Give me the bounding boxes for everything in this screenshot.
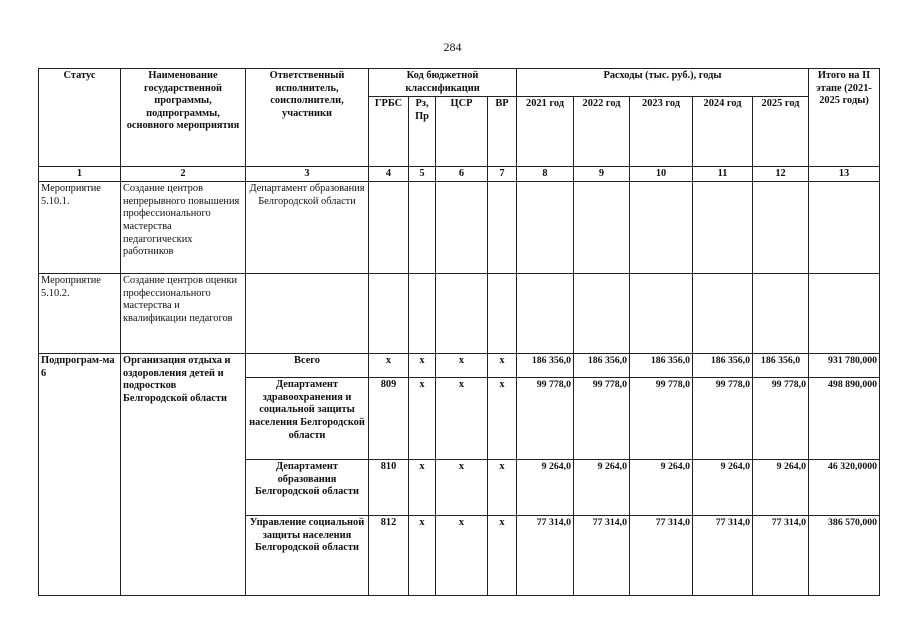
row-status: Мероприятие 5.10.1. [39,182,121,274]
line-vr: х [488,354,517,378]
line-executor: Всего [246,354,369,378]
header-y2022: 2022 год [574,97,630,167]
line-y2022: 99 778,0 [574,378,630,460]
table-row [39,274,880,354]
header-y2024: 2024 год [693,97,753,167]
header-name: Наименование государственной программы, подпрограммы, основного мероприятия [121,69,246,167]
column-number: 7 [488,167,517,182]
line-y2022: 77 314,0 [574,516,630,596]
row-status: Мероприятие 5.10.2. [39,274,121,354]
line-y2025: 77 314,0 [753,516,809,596]
line-y2023: 186 356,0 [630,354,693,378]
line-csr: х [436,354,488,378]
line-rz: х [409,516,436,596]
column-number: 9 [574,167,630,182]
line-y2024: 77 314,0 [693,516,753,596]
line-y2024: 99 778,0 [693,378,753,460]
row-executor: Департамент образования Белгородской области [246,182,369,274]
line-y2025: 99 778,0 [753,378,809,460]
line-total: 386 570,000 [809,516,880,596]
line-csr: х [436,378,488,460]
column-number: 8 [517,167,574,182]
line-y2022: 186 356,0 [574,354,630,378]
line-total: 931 780,000 [809,354,880,378]
line-y2023: 9 264,0 [630,460,693,516]
table-row [39,182,880,274]
line-y2024: 186 356,0 [693,354,753,378]
subprogram-total-row [39,354,880,378]
column-number: 4 [369,167,409,182]
line-csr: х [436,460,488,516]
subprogram-name: Организация отдыха и оздоровления детей и подростков Белгородской области [121,354,246,596]
column-number: 12 [753,167,809,182]
header-executor: Ответственный исполнитель, соисполнители, участники [246,69,369,167]
line-grbs: х [369,354,409,378]
header-rz: Рз, Пр [409,97,436,167]
line-y2025: 9 264,0 [753,460,809,516]
row-name: Создание центров оценки профессионального мастерства и квалификации педагогов [121,274,246,354]
column-number-row [39,167,880,182]
line-executor: Департамент здравоохранения и социальной защиты населения Белгородской области [246,378,369,460]
column-number: 2 [121,167,246,182]
column-number: 6 [436,167,488,182]
line-rz: х [409,354,436,378]
line-y2021: 9 264,0 [517,460,574,516]
budget-table [38,68,880,596]
line-y2021: 77 314,0 [517,516,574,596]
column-number: 13 [809,167,880,182]
column-number: 10 [630,167,693,182]
subprogram-status: Подпрограм-ма 6 [39,354,121,596]
line-y2023: 77 314,0 [630,516,693,596]
header-csr: ЦСР [436,97,488,167]
line-total: 498 890,000 [809,378,880,460]
header-grbs: ГРБС [369,97,409,167]
line-vr: х [488,516,517,596]
column-number: 11 [693,167,753,182]
line-y2024: 9 264,0 [693,460,753,516]
header-y2025: 2025 год [753,97,809,167]
line-vr: х [488,378,517,460]
row-executor [246,274,369,354]
header-y2023: 2023 год [630,97,693,167]
line-rz: х [409,460,436,516]
header-expenses: Расходы (тыс. руб.), годы [517,69,809,97]
line-grbs: 810 [369,460,409,516]
line-executor: Департамент образования Белгородской области [246,460,369,516]
column-number: 1 [39,167,121,182]
line-total: 46 320,0000 [809,460,880,516]
line-executor: Управление социальной защиты населения Белгородской области [246,516,369,596]
line-csr: х [436,516,488,596]
column-number: 3 [246,167,369,182]
header-row-1 [39,69,880,97]
line-grbs: 812 [369,516,409,596]
line-y2023: 99 778,0 [630,378,693,460]
line-y2022: 9 264,0 [574,460,630,516]
line-vr: х [488,460,517,516]
line-y2021: 186 356,0 [517,354,574,378]
line-y2021: 99 778,0 [517,378,574,460]
line-rz: х [409,378,436,460]
row-name: Создание центров непрерывного повышения профессионального мастерства педагогических работников [121,182,246,274]
header-y2021: 2021 год [517,97,574,167]
line-grbs: 809 [369,378,409,460]
header-status: Статус [39,69,121,167]
header-total: Итого на II этапе (2021-2025 годы) [809,69,880,167]
header-vr: ВР [488,97,517,167]
header-budget-code: Код бюджетной классификации [369,69,517,97]
line-y2025: 186 356,0 [753,354,809,378]
column-number: 5 [409,167,436,182]
page-number: 284 [443,40,462,54]
